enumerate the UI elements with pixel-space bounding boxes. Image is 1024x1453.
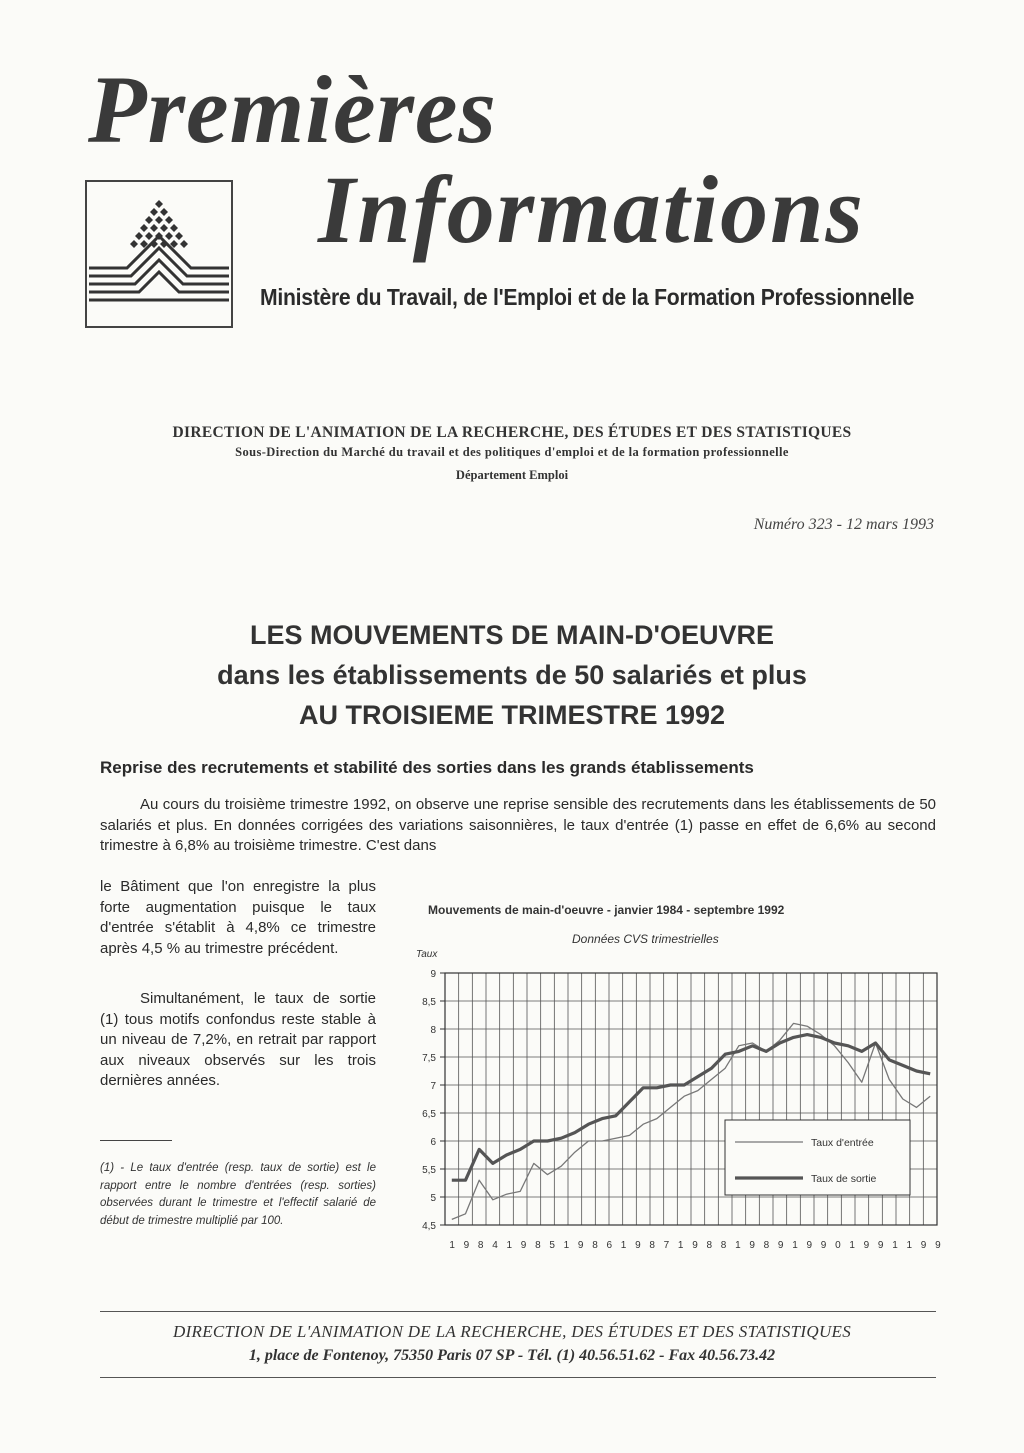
- x-tick-label: 1: [792, 1240, 798, 1251]
- x-tick-label: 7: [663, 1240, 670, 1251]
- legend-label: Taux de sortie: [811, 1173, 877, 1185]
- x-tick-label: 9: [692, 1240, 698, 1251]
- x-tick-label: 1: [906, 1240, 913, 1251]
- chart-subtitle: Données CVS trimestrielles: [572, 932, 719, 946]
- section-subtitle: Reprise des recrutements et stabilité des sorties dans les grands établissements: [100, 758, 754, 777]
- x-tick-label: 9: [877, 1240, 884, 1251]
- x-tick-label: 5: [549, 1240, 555, 1251]
- x-tick-label: 9: [777, 1240, 784, 1251]
- x-tick-label: 9: [577, 1240, 584, 1251]
- x-tick-label: 1: [677, 1240, 684, 1251]
- x-tick-label: 9: [520, 1240, 527, 1251]
- y-tick-label: 7: [430, 1081, 436, 1092]
- x-tick-label: 1: [620, 1240, 627, 1251]
- x-tick-label: 8: [649, 1240, 655, 1251]
- x-tick-label: 9: [920, 1240, 927, 1251]
- ministry-name: Ministère du Travail, de l'Emploi et de la Formation Professionnelle: [260, 284, 915, 310]
- y-tick-label: 5: [430, 1193, 436, 1204]
- x-tick-label: 8: [763, 1240, 770, 1251]
- brand-title-line1: Premières: [88, 56, 497, 163]
- brand-title-line2: Informations: [318, 156, 865, 263]
- y-tick-label: 7,5: [422, 1053, 436, 1064]
- x-tick-label: 1: [506, 1240, 513, 1251]
- x-tick-label: 9: [863, 1240, 870, 1251]
- line-chart: [402, 940, 947, 1265]
- x-tick-label: 9: [820, 1240, 827, 1251]
- x-tick-label: 9: [635, 1240, 641, 1251]
- y-tick-label: 8: [430, 1025, 436, 1036]
- y-tick-label: 6: [430, 1137, 436, 1148]
- footer-rule-bottom: [100, 1377, 936, 1378]
- y-tick-label: 4,5: [422, 1221, 436, 1232]
- ministry-logo-icon: [87, 182, 231, 326]
- x-tick-label: 8: [720, 1240, 727, 1251]
- title-line3: AU TROISIEME TRIMESTRE 1992: [298, 700, 726, 730]
- x-tick-label: 9: [935, 1240, 941, 1251]
- footnote: (1) - Le taux d'entrée (resp. taux de sortie) est le rapport entre le nombre d'entrées (resp. sorties) observées durant le trimestre et l'effectif salarié de début de trimestre multiplié par 100.: [100, 1162, 376, 1227]
- title-line1: LES MOUVEMENTS DE MAIN-D'OEUVRE: [250, 620, 774, 650]
- footer-line1: DIRECTION DE L'ANIMATION DE LA RECHERCHE, DES ÉTUDES ET DES STATISTIQUES: [173, 1322, 851, 1341]
- paragraph-1-continued: le Bâtiment que l'on enregistre la plus forte augmentation puisque le taux d'entrée s'établit à 4,8% ce trimestre après 4,5 % au trimestre précédent.: [100, 878, 376, 957]
- x-tick-label: 9: [749, 1240, 755, 1251]
- y-tick-label: 9: [430, 969, 436, 980]
- title-line2: dans les établissements de 50 salariés et plus: [217, 660, 807, 690]
- department-line2: Sous-Direction du Marché du travail et des politiques d'emploi et de la formation professionnelle: [235, 445, 789, 459]
- footer-rule-top: [100, 1311, 936, 1312]
- x-tick-label: 1: [892, 1240, 898, 1251]
- paragraph-2: Simultanément, le taux de sortie (1) tous motifs confondus reste stable à un niveau de 7,2%, en retrait par rapport aux niveaux observés sur les trois dernières années.: [100, 990, 376, 1089]
- x-tick-label: 1: [849, 1240, 855, 1251]
- x-tick-label: 8: [592, 1240, 598, 1251]
- y-tick-label: 6,5: [422, 1109, 436, 1120]
- x-tick-label: 8: [535, 1240, 541, 1251]
- y-axis-label: Taux: [416, 949, 438, 960]
- x-tick-label: 0: [835, 1240, 841, 1251]
- x-tick-label: 8: [706, 1240, 713, 1251]
- footer-line2: 1, place de Fontenoy, 75350 Paris 07 SP - Tél. (1) 40.56.51.62 - Fax 40.56.73.42: [248, 1347, 776, 1364]
- ministry-logo: [85, 180, 233, 328]
- footnote-rule: [100, 1140, 172, 1141]
- department-line1: DIRECTION DE L'ANIMATION DE LA RECHERCHE, DES ÉTUDES ET DES STATISTIQUES: [172, 424, 852, 441]
- paragraph-1: Au cours du troisième trimestre 1992, on observe une reprise sensible des recrutements dans les établissements de 50 salariés et plus. En données corrigées des variations saisonnières, le taux d'entrée (1) passe en effet de 6,6% au second trimestre à 6,8% au troisième trimestre. C'est dans: [100, 796, 936, 854]
- legend-label: Taux d'entrée: [811, 1137, 874, 1149]
- x-tick-label: 1: [735, 1240, 741, 1251]
- issue-number: Numéro 323 - 12 mars 1993: [753, 516, 934, 533]
- x-tick-label: 1: [449, 1240, 455, 1251]
- x-tick-label: 4: [492, 1240, 498, 1251]
- department-line3: Département Emploi: [455, 468, 569, 482]
- y-tick-label: 8,5: [422, 997, 436, 1008]
- x-tick-label: 1: [563, 1240, 570, 1251]
- chart-title: Mouvements de main-d'oeuvre - janvier 1984 - septembre 1992: [428, 903, 785, 917]
- x-tick-label: 6: [606, 1240, 613, 1251]
- y-tick-label: 5,5: [422, 1165, 436, 1176]
- x-tick-label: 9: [463, 1240, 470, 1251]
- x-tick-label: 9: [806, 1240, 813, 1251]
- x-tick-label: 8: [477, 1240, 484, 1251]
